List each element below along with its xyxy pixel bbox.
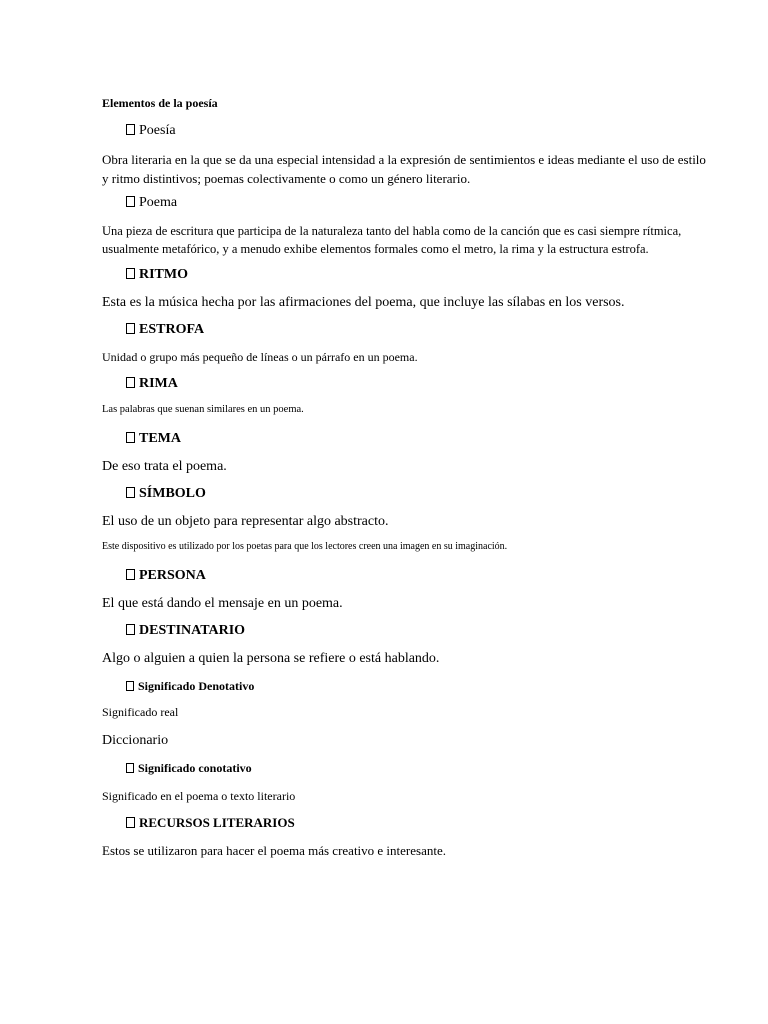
bullet-icon <box>126 681 134 691</box>
heading-estrofa: ESTROFA <box>126 323 204 337</box>
bullet-icon <box>126 432 135 443</box>
definition-destinatario: Algo o alguien a quien la persona se refiere o está hablando. <box>102 651 440 666</box>
heading-significado-denotativo: Significado Denotativo <box>126 680 254 692</box>
heading-persona: PERSONA <box>126 569 206 583</box>
heading-destinatario: DESTINATARIO <box>126 624 245 638</box>
page-title: Elementos de la poesía <box>102 96 218 110</box>
heading-simbolo: SÍMBOLO <box>126 487 206 501</box>
bullet-icon <box>126 323 135 334</box>
heading-rima: RIMA <box>126 377 178 391</box>
definition-poema: Una pieza de escritura que participa de la naturaleza tanto del habla como de la canción que es casi siempre rítmica, usualmente metafórico, y a menudo exhibe elementos formales como el metro, la rima y la estructura estrofa. <box>102 224 682 256</box>
definition-significado-conotativo: Significado en el poema o texto literario <box>102 789 296 803</box>
bullet-icon <box>126 268 135 279</box>
definition-simbolo-detail: Este dispositivo es utilizado por los poetas para que los lectores creen una imagen en su imaginación. <box>102 541 508 552</box>
heading-poesia: Poesía <box>126 124 176 138</box>
heading-poema: Poema <box>126 196 177 210</box>
bullet-icon <box>126 377 135 388</box>
bullet-icon <box>126 487 135 498</box>
bullet-icon <box>126 569 135 580</box>
definition-poesia: Obra literaria en la que se da una especial intensidad a la expresión de sentimientos e ideas mediante el uso de estilo y ritmo distintivos; poemas colectivamente o como un género literario. <box>102 152 706 186</box>
definition-persona: El que está dando el mensaje en un poema. <box>102 596 343 611</box>
bullet-icon <box>126 124 135 135</box>
heading-significado-conotativo: Significado conotativo <box>126 762 252 774</box>
definition-tema: De eso trata el poema. <box>102 459 227 474</box>
bullet-icon <box>126 763 134 773</box>
bullet-icon <box>126 817 135 828</box>
definition-rima: Las palabras que suenan similares en un poema. <box>102 404 304 415</box>
definition-significado-denotativo: Significado real <box>102 705 179 719</box>
heading-tema: TEMA <box>126 432 181 446</box>
definition-recursos-literarios: Estos se utilizaron para hacer el poema más creativo e interesante. <box>102 843 446 858</box>
heading-recursos-literarios: RECURSOS LITERARIOS <box>126 816 295 829</box>
definition-simbolo: El uso de un objeto para representar algo abstracto. <box>102 514 389 529</box>
definition-significado-denotativo-extra: Diccionario <box>102 733 169 748</box>
bullet-icon <box>126 624 135 635</box>
definition-ritmo: Esta es la música hecha por las afirmaciones del poema, que incluye las sílabas en los versos. <box>102 295 625 310</box>
heading-ritmo: RITMO <box>126 268 188 282</box>
definition-estrofa: Unidad o grupo más pequeño de líneas o un párrafo en un poema. <box>102 350 418 364</box>
bullet-icon <box>126 196 135 207</box>
